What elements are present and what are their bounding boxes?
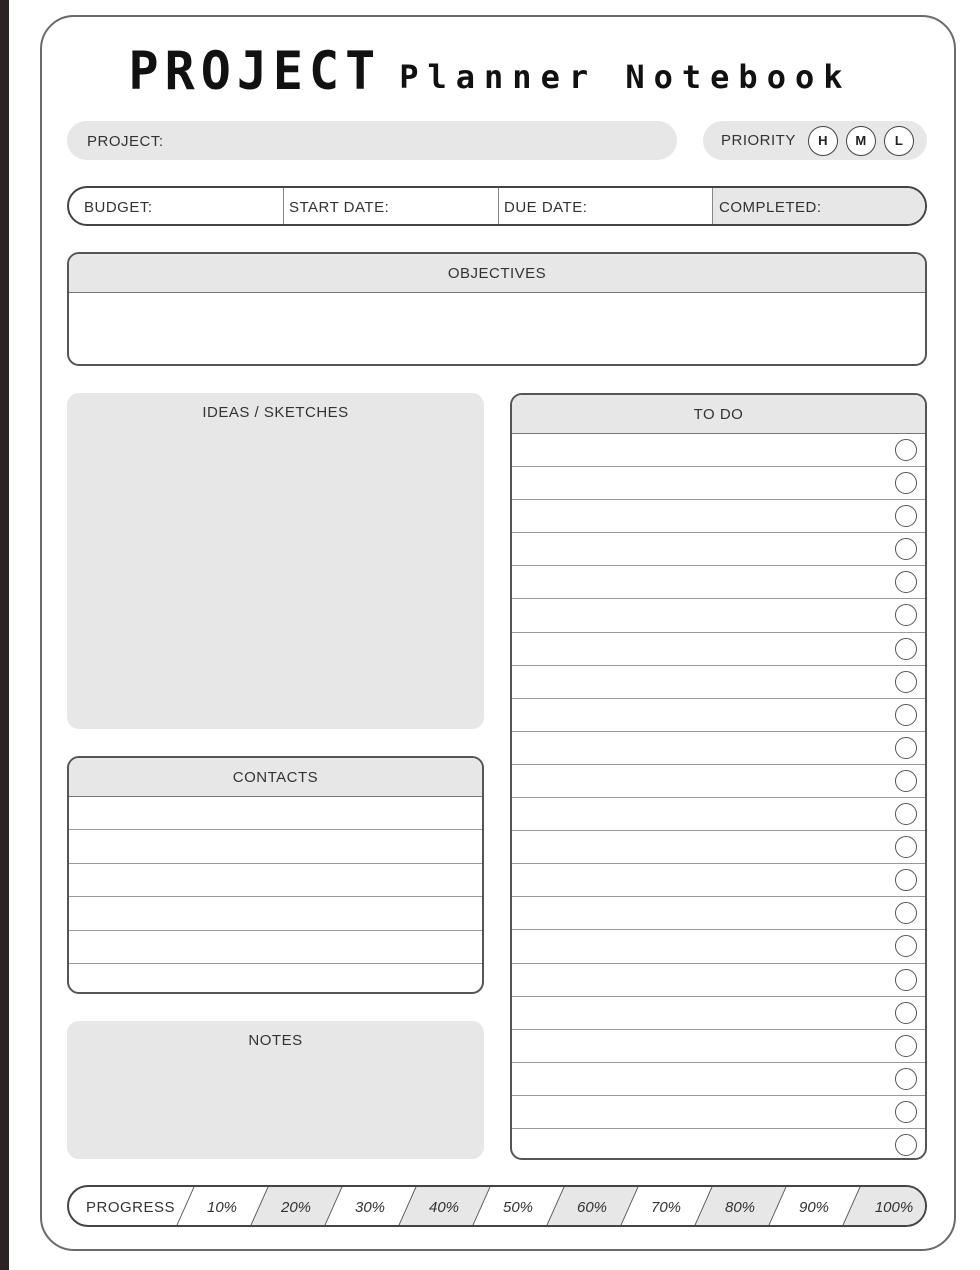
- contacts-label: CONTACTS: [232, 769, 319, 786]
- notes-label: NOTES: [248, 1032, 303, 1049]
- progress-step-label: 20%: [280, 1199, 312, 1216]
- todo-row[interactable]: [512, 997, 925, 1030]
- todo-row[interactable]: [512, 831, 925, 864]
- progress-step-label: 80%: [724, 1199, 756, 1216]
- objectives-header: [69, 254, 925, 293]
- notes-box[interactable]: [67, 1021, 484, 1159]
- todo-checkbox-icon[interactable]: [895, 869, 917, 891]
- budget-field[interactable]: [69, 188, 283, 224]
- ideas-sketches-label: IDEAS / SKETCHES: [202, 404, 349, 421]
- notebook-spine: [0, 0, 9, 1270]
- todo-checkbox-icon[interactable]: [895, 1002, 917, 1024]
- todo-checkbox-icon[interactable]: [895, 604, 917, 626]
- title-bold: PROJECT: [128, 40, 382, 102]
- todo-checkbox-icon[interactable]: [895, 1035, 917, 1057]
- todo-checkbox-icon[interactable]: [895, 439, 917, 461]
- todo-checkbox-icon[interactable]: [895, 638, 917, 660]
- contacts-header: [69, 758, 482, 797]
- contact-row[interactable]: [69, 931, 482, 964]
- progress-step-label: 50%: [502, 1199, 534, 1216]
- contacts-box: [67, 756, 484, 994]
- budget-label: BUDGET:: [84, 199, 153, 216]
- contact-row[interactable]: [69, 964, 482, 994]
- todo-row[interactable]: [512, 1096, 925, 1129]
- objectives-area[interactable]: [69, 293, 925, 366]
- dates-row: [67, 186, 927, 226]
- todo-row[interactable]: [512, 599, 925, 632]
- todo-checkbox-icon[interactable]: [895, 704, 917, 726]
- priority-field: [703, 121, 927, 160]
- todo-row[interactable]: [512, 699, 925, 732]
- todo-row[interactable]: [512, 467, 925, 500]
- priority-low-option[interactable]: L: [884, 126, 914, 156]
- progress-bar: [67, 1185, 927, 1227]
- todo-checkbox-icon[interactable]: [895, 836, 917, 858]
- objectives-box: [67, 252, 927, 366]
- priority-medium-option[interactable]: M: [846, 126, 876, 156]
- todo-row[interactable]: [512, 533, 925, 566]
- todo-checkbox-icon[interactable]: [895, 902, 917, 924]
- todo-row[interactable]: [512, 1030, 925, 1063]
- due-date-label: DUE DATE:: [504, 199, 588, 216]
- progress-step-label: 10%: [206, 1199, 238, 1216]
- todo-row[interactable]: [512, 765, 925, 798]
- project-label: PROJECT:: [87, 133, 164, 150]
- due-date-field[interactable]: [498, 188, 712, 224]
- priority-high-option[interactable]: H: [808, 126, 838, 156]
- todo-box: [510, 393, 927, 1160]
- progress-step-label: 40%: [428, 1199, 460, 1216]
- todo-row[interactable]: [512, 1129, 925, 1160]
- todo-checkbox-icon[interactable]: [895, 770, 917, 792]
- progress-step-label: 90%: [798, 1199, 830, 1216]
- page-title: [0, 42, 980, 100]
- progress-step-label: 100%: [874, 1199, 914, 1216]
- todo-checkbox-icon[interactable]: [895, 969, 917, 991]
- todo-checkbox-icon[interactable]: [895, 1068, 917, 1090]
- todo-checkbox-icon[interactable]: [895, 1134, 917, 1156]
- todo-checkbox-icon[interactable]: [895, 935, 917, 957]
- todo-header: [512, 395, 925, 434]
- progress-step-label: 70%: [650, 1199, 682, 1216]
- progress-step-label: 60%: [576, 1199, 608, 1216]
- title-rest: Planner Notebook: [399, 58, 852, 96]
- priority-label: PRIORITY: [721, 132, 796, 149]
- todo-checkbox-icon[interactable]: [895, 737, 917, 759]
- todo-row[interactable]: [512, 566, 925, 599]
- contact-row[interactable]: [69, 830, 482, 863]
- todo-checkbox-icon[interactable]: [895, 472, 917, 494]
- ideas-sketches-box[interactable]: [67, 393, 484, 729]
- todo-checkbox-icon[interactable]: [895, 538, 917, 560]
- todo-label: TO DO: [693, 406, 744, 423]
- progress-label: PROGRESS: [86, 1199, 176, 1216]
- todo-row[interactable]: [512, 434, 925, 467]
- todo-checkbox-icon[interactable]: [895, 505, 917, 527]
- todo-row[interactable]: [512, 930, 925, 963]
- project-field[interactable]: [67, 121, 677, 160]
- contact-row[interactable]: [69, 797, 482, 830]
- todo-row[interactable]: [512, 732, 925, 765]
- todo-row[interactable]: [512, 500, 925, 533]
- completed-field[interactable]: [712, 188, 925, 224]
- todo-checkbox-icon[interactable]: [895, 1101, 917, 1123]
- start-date-label: START DATE:: [289, 199, 390, 216]
- todo-row[interactable]: [512, 1063, 925, 1096]
- todo-row[interactable]: [512, 666, 925, 699]
- todo-row[interactable]: [512, 798, 925, 831]
- todo-row[interactable]: [512, 633, 925, 666]
- todo-checkbox-icon[interactable]: [895, 571, 917, 593]
- todo-row[interactable]: [512, 897, 925, 930]
- todo-row[interactable]: [512, 864, 925, 897]
- objectives-label: OBJECTIVES: [447, 265, 547, 282]
- completed-label: COMPLETED:: [719, 199, 822, 216]
- priority-options: [808, 126, 914, 156]
- progress-step-label: 30%: [354, 1199, 386, 1216]
- todo-list: [512, 434, 925, 1160]
- contact-row[interactable]: [69, 897, 482, 930]
- todo-checkbox-icon[interactable]: [895, 671, 917, 693]
- todo-checkbox-icon[interactable]: [895, 803, 917, 825]
- contact-row[interactable]: [69, 864, 482, 897]
- todo-row[interactable]: [512, 964, 925, 997]
- start-date-field[interactable]: [283, 188, 498, 224]
